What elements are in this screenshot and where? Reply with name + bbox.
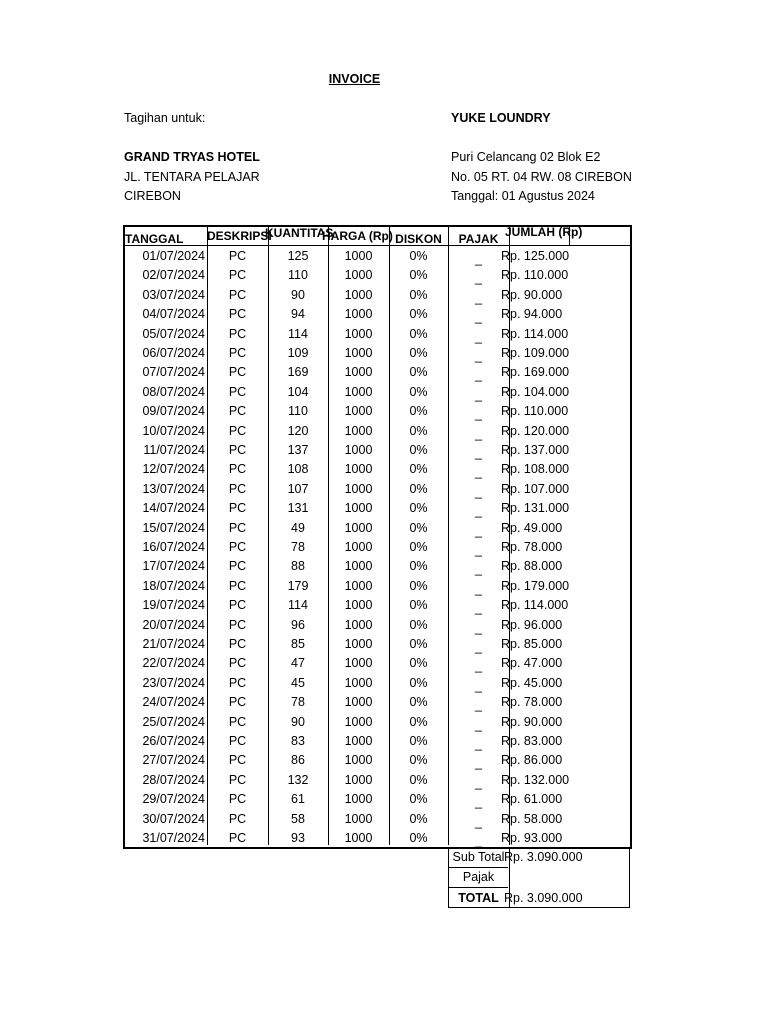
cell-diskon: 0%	[409, 559, 428, 574]
cell-tanggal: 12/07/2024	[142, 462, 205, 477]
cell-pajak: _	[475, 698, 482, 713]
customer-address: JL. TENTARA PELAJAR	[124, 170, 260, 184]
cell-tanggal: 01/07/2024	[142, 249, 205, 263]
cell-diskon: 0%	[409, 695, 428, 710]
cell-jumlah: Rp. 104.000	[501, 384, 570, 399]
cell-tanggal: 18/07/2024	[142, 578, 205, 593]
cell-harga: 1000	[344, 384, 373, 399]
cell-tanggal: 13/07/2024	[142, 481, 205, 496]
cell-jumlah: Rp. 61.000	[501, 792, 563, 807]
cell-kuantitas: 137	[287, 443, 309, 457]
cell-kuantitas: 90	[291, 287, 305, 302]
cell-jumlah: Rp. 93.000	[501, 831, 563, 845]
cell-kuantitas: 45	[291, 675, 305, 690]
cell-deskripsi: PC	[228, 578, 247, 593]
cell-tanggal: 03/07/2024	[142, 287, 205, 302]
cell-pajak: _	[475, 504, 482, 519]
cell-tanggal: 05/07/2024	[142, 326, 205, 341]
cell-diskon: 0%	[409, 384, 428, 399]
cell-pajak: _	[475, 407, 482, 422]
cell-pajak: _	[475, 465, 482, 480]
cell-pajak: _	[475, 387, 482, 402]
vendor-address-line2: No. 05 RT. 04 RW. 08 CIREBON	[451, 170, 632, 184]
cell-tanggal: 24/07/2024	[142, 695, 205, 710]
cell-tanggal: 07/07/2024	[142, 365, 205, 380]
cell-harga: 1000	[344, 675, 373, 690]
cell-diskon: 0%	[409, 423, 428, 438]
cell-diskon: 0%	[409, 578, 428, 593]
cell-harga: 1000	[344, 695, 373, 710]
cell-harga: 1000	[344, 617, 373, 632]
cell-diskon: 0%	[409, 268, 428, 283]
cell-jumlah: Rp. 137.000	[501, 443, 570, 457]
cell-diskon: 0%	[409, 540, 428, 554]
cell-jumlah: Rp. 114.000	[501, 326, 569, 341]
cell-diskon: 0%	[409, 772, 428, 787]
cell-jumlah: Rp. 58.000	[501, 811, 563, 826]
cell-tanggal: 06/07/2024	[142, 346, 205, 360]
cell-jumlah: Rp. 86.000	[501, 753, 563, 768]
col-deskripsi-label: DESKRIPSI	[207, 229, 272, 243]
cell-deskripsi: PC	[228, 559, 247, 574]
cell-diskon: 0%	[409, 249, 428, 263]
cell-kuantitas: 58	[291, 811, 305, 826]
cell-harga: 1000	[344, 326, 373, 341]
cell-harga: 1000	[344, 404, 373, 419]
cell-pajak: _	[475, 271, 482, 286]
cell-deskripsi: PC	[228, 307, 247, 322]
cell-kuantitas: 114	[288, 598, 308, 613]
cell-harga: 1000	[344, 734, 373, 748]
cell-tanggal: 04/07/2024	[142, 307, 205, 322]
cell-pajak: _	[475, 717, 482, 732]
cell-kuantitas: 125	[287, 249, 309, 263]
cell-deskripsi: PC	[228, 287, 247, 302]
cell-kuantitas: 110	[288, 268, 308, 283]
subtotal-label: Sub Total	[452, 850, 505, 864]
cell-kuantitas: 110	[288, 404, 308, 419]
cell-pajak: _	[475, 446, 482, 460]
cell-harga: 1000	[344, 423, 373, 438]
cell-harga: 1000	[344, 637, 373, 651]
cell-jumlah: Rp. 114.000	[501, 598, 569, 613]
cell-harga: 1000	[344, 540, 373, 554]
cell-kuantitas: 104	[287, 384, 309, 399]
cell-harga: 1000	[344, 578, 373, 593]
cell-diskon: 0%	[409, 617, 428, 632]
cell-pajak: _	[475, 543, 482, 557]
cell-harga: 1000	[344, 249, 373, 263]
cell-jumlah: Rp. 78.000	[501, 695, 563, 710]
cell-pajak: _	[475, 640, 482, 654]
cell-diskon: 0%	[409, 501, 428, 516]
cell-pajak: _	[475, 484, 482, 499]
cell-kuantitas: 83	[291, 734, 305, 748]
cell-diskon: 0%	[409, 714, 428, 729]
cell-harga: 1000	[344, 598, 373, 613]
cell-kuantitas: 120	[287, 423, 309, 438]
cell-diskon: 0%	[409, 365, 428, 380]
cell-tanggal: 15/07/2024	[142, 520, 205, 535]
cell-harga: 1000	[344, 268, 373, 283]
cell-harga: 1000	[344, 792, 373, 807]
vendor-name: YUKE LOUNDRY	[451, 111, 551, 125]
cell-jumlah: Rp. 88.000	[501, 559, 563, 574]
cell-jumlah: Rp. 120.000	[501, 423, 570, 438]
cell-kuantitas: 169	[287, 365, 309, 380]
cell-tanggal: 02/07/2024	[142, 268, 205, 283]
cell-harga: 1000	[344, 462, 373, 477]
cell-deskripsi: PC	[228, 326, 247, 341]
cell-kuantitas: 61	[291, 792, 305, 807]
cell-diskon: 0%	[409, 792, 428, 807]
cell-pajak: _	[475, 795, 482, 810]
cell-jumlah: Rp. 90.000	[501, 287, 563, 302]
cell-deskripsi: PC	[228, 598, 247, 613]
cell-tanggal: 20/07/2024	[142, 617, 205, 632]
cell-kuantitas: 132	[287, 772, 309, 787]
cell-pajak: _	[475, 678, 482, 693]
cell-deskripsi: PC	[228, 656, 247, 671]
cell-kuantitas: 131	[287, 501, 309, 516]
customer-name: GRAND TRYAS HOTEL	[124, 150, 260, 164]
cell-harga: 1000	[344, 753, 373, 768]
cell-tanggal: 31/07/2024	[142, 831, 205, 845]
tax-label: Pajak	[462, 870, 495, 884]
subtotal-value-text: Rp. 3.090.000	[504, 850, 583, 864]
cell-harga: 1000	[344, 831, 373, 845]
cell-diskon: 0%	[409, 753, 428, 768]
cell-diskon: 0%	[409, 481, 428, 496]
cell-tanggal: 16/07/2024	[142, 540, 205, 554]
cell-harga: 1000	[344, 481, 373, 496]
cell-harga: 1000	[344, 656, 373, 671]
cell-diskon: 0%	[409, 287, 428, 302]
col-kuantitas-header	[265, 222, 334, 244]
cell-harga: 1000	[344, 443, 373, 457]
cell-tanggal: 26/07/2024	[142, 734, 205, 748]
cell-diskon: 0%	[409, 811, 428, 826]
cell-pajak: _	[475, 329, 482, 344]
col-tanggal-label: TANGGAL	[125, 232, 184, 246]
cell-jumlah: Rp. 179.000	[501, 578, 570, 593]
cell-jumlah: Rp. 107.000	[501, 481, 570, 496]
cell-deskripsi: PC	[228, 734, 247, 748]
col-jumlah-label: JUMLAH (Rp)	[505, 225, 583, 239]
cell-diskon: 0%	[409, 462, 428, 477]
cell-tanggal: 23/07/2024	[142, 675, 205, 690]
cell-tanggal: 29/07/2024	[142, 792, 205, 807]
cell-jumlah: Rp. 131.000	[501, 501, 570, 516]
cell-diskon: 0%	[409, 598, 428, 613]
cell-harga: 1000	[344, 501, 373, 516]
col-diskon-label: DISKON	[395, 232, 442, 246]
cell-kuantitas: 49	[291, 520, 305, 535]
cell-jumlah: Rp. 90.000	[501, 714, 563, 729]
cell-jumlah: Rp. 45.000	[501, 675, 563, 690]
cell-tanggal: 17/07/2024	[142, 559, 205, 574]
cell-kuantitas: 90	[291, 714, 305, 729]
cell-tanggal: 22/07/2024	[142, 656, 205, 671]
cell-jumlah: Rp. 78.000	[501, 540, 563, 554]
cell-deskripsi: PC	[228, 675, 247, 690]
vendor-address-line1: Puri Celancang 02 Blok E2	[451, 150, 601, 164]
cell-kuantitas: 109	[287, 346, 309, 360]
cell-deskripsi: PC	[228, 404, 247, 419]
cell-pajak: _	[475, 814, 482, 829]
total-label: TOTAL	[458, 891, 499, 905]
cell-kuantitas: 179	[287, 578, 309, 593]
cell-pajak: _	[475, 834, 482, 848]
cell-tanggal: 19/07/2024	[142, 598, 205, 613]
cell-harga: 1000	[344, 772, 373, 787]
cell-pajak: _	[475, 581, 482, 596]
cell-deskripsi: PC	[228, 714, 247, 729]
cell-deskripsi: PC	[228, 540, 247, 554]
cell-jumlah: Rp. 47.000	[501, 656, 563, 671]
cell-jumlah: Rp. 125.000	[501, 249, 570, 263]
cell-diskon: 0%	[409, 675, 428, 690]
cell-deskripsi: PC	[228, 462, 247, 477]
invoice-date: Tanggal: 01 Agustus 2024	[451, 189, 595, 203]
cell-kuantitas: 47	[291, 656, 305, 671]
cell-kuantitas: 93	[291, 831, 305, 845]
cell-harga: 1000	[344, 559, 373, 574]
cell-deskripsi: PC	[228, 831, 247, 845]
cell-tanggal: 09/07/2024	[142, 404, 205, 419]
cell-tanggal: 10/07/2024	[142, 423, 205, 438]
total-value-text: Rp. 3.090.000	[504, 891, 583, 905]
cell-kuantitas: 78	[291, 695, 305, 710]
cell-jumlah: Rp. 85.000	[501, 637, 563, 651]
cell-kuantitas: 78	[291, 540, 305, 554]
cell-diskon: 0%	[409, 656, 428, 671]
cell-tanggal: 30/07/2024	[142, 811, 205, 826]
cell-pajak: _	[475, 290, 482, 305]
cell-diskon: 0%	[409, 404, 428, 419]
cell-tanggal: 14/07/2024	[142, 501, 205, 516]
cell-deskripsi: PC	[228, 520, 247, 535]
cell-pajak: _	[475, 310, 482, 325]
cell-pajak: _	[475, 562, 482, 577]
subtotal-value	[504, 848, 628, 867]
cell-jumlah: Rp. 83.000	[501, 734, 563, 748]
cell-jumlah: Rp. 110.000	[501, 404, 569, 419]
cell-pajak: _	[475, 368, 482, 383]
cell-pajak: _	[475, 252, 482, 266]
cell-pajak: _	[475, 756, 482, 771]
total-value	[504, 889, 628, 908]
cell-deskripsi: PC	[228, 753, 247, 768]
cell-deskripsi: PC	[228, 481, 247, 496]
cell-harga: 1000	[344, 520, 373, 535]
cell-deskripsi: PC	[228, 617, 247, 632]
col-harga-header	[322, 225, 393, 247]
cell-jumlah: Rp. 169.000	[501, 365, 570, 380]
cell-diskon: 0%	[409, 326, 428, 341]
cell-diskon: 0%	[409, 734, 428, 748]
col-harga-label: HARGA (Rp)	[322, 229, 393, 243]
cell-kuantitas: 86	[291, 753, 305, 768]
invoice-title: INVOICE	[328, 72, 381, 86]
col-deskripsi-header	[207, 225, 272, 247]
cell-deskripsi: PC	[228, 792, 247, 807]
cell-jumlah: Rp. 96.000	[501, 617, 563, 632]
cell-diskon: 0%	[409, 637, 428, 651]
cell-tanggal: 27/07/2024	[142, 753, 205, 768]
cell-harga: 1000	[344, 307, 373, 322]
cell-deskripsi: PC	[228, 637, 247, 651]
cell-jumlah: Rp. 109.000	[501, 346, 570, 360]
cell-harga: 1000	[344, 714, 373, 729]
cell-diskon: 0%	[409, 520, 428, 535]
cell-deskripsi: PC	[228, 443, 247, 457]
cell-pajak: _	[475, 620, 482, 635]
cell-tanggal: 25/07/2024	[142, 714, 205, 729]
cell-jumlah: Rp. 108.000	[501, 462, 570, 477]
cell-pajak: _	[475, 349, 482, 363]
cell-harga: 1000	[344, 365, 373, 380]
col-jumlah-header	[505, 221, 630, 243]
cell-pajak: _	[475, 426, 482, 441]
cell-harga: 1000	[344, 287, 373, 302]
cell-jumlah: Rp. 132.000	[501, 772, 570, 787]
cell-kuantitas: 107	[287, 481, 309, 496]
cell-diskon: 0%	[409, 831, 428, 845]
cell-deskripsi: PC	[228, 268, 247, 283]
cell-kuantitas: 88	[291, 559, 305, 574]
tax-value	[510, 868, 628, 887]
cell-deskripsi: PC	[228, 501, 247, 516]
cell-harga: 1000	[344, 346, 373, 360]
cell-diskon: 0%	[409, 443, 428, 457]
cell-deskripsi: PC	[228, 365, 247, 380]
cell-deskripsi: PC	[228, 346, 247, 360]
cell-deskripsi: PC	[228, 772, 247, 787]
cell-pajak: _	[475, 775, 482, 790]
cell-deskripsi: PC	[228, 695, 247, 710]
cell-kuantitas: 85	[291, 637, 305, 651]
col-pajak-label: PAJAK	[458, 232, 499, 246]
cell-kuantitas: 94	[291, 307, 305, 322]
customer-city: CIREBON	[124, 189, 181, 203]
cell-tanggal: 28/07/2024	[142, 772, 205, 787]
cell-tanggal: 21/07/2024	[142, 637, 205, 651]
cell-jumlah: Rp. 110.000	[501, 268, 569, 283]
col-kuantitas-label: KUANTITAS	[265, 226, 334, 240]
cell-tanggal: 11/07/2024	[143, 443, 205, 457]
cell-jumlah: Rp. 94.000	[501, 307, 563, 322]
cell-tanggal: 08/07/2024	[142, 384, 205, 399]
cell-kuantitas: 108	[287, 462, 309, 477]
cell-deskripsi: PC	[228, 249, 247, 263]
cell-jumlah: Rp. 49.000	[501, 520, 563, 535]
cell-pajak: _	[475, 523, 482, 538]
cell-pajak: _	[475, 659, 482, 674]
cell-kuantitas: 114	[288, 326, 308, 341]
cell-diskon: 0%	[409, 307, 428, 322]
cell-deskripsi: PC	[228, 384, 247, 399]
cell-harga: 1000	[344, 811, 373, 826]
bill-to-label: Tagihan untuk:	[124, 111, 206, 125]
cell-pajak: _	[475, 601, 482, 616]
cell-diskon: 0%	[409, 346, 428, 360]
cell-pajak: _	[475, 737, 482, 751]
cell-deskripsi: PC	[228, 423, 247, 438]
cell-kuantitas: 96	[291, 617, 305, 632]
cell-deskripsi: PC	[228, 811, 247, 826]
